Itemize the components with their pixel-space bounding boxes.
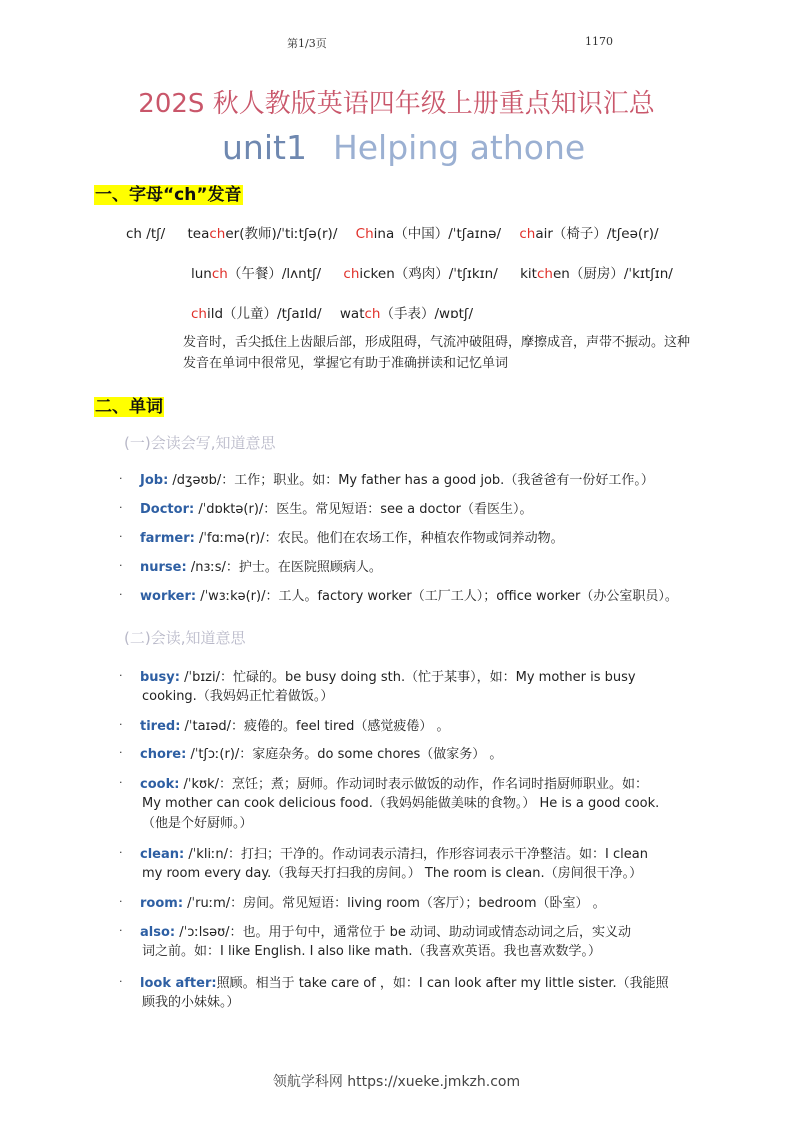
word-term: farmer: [140, 531, 195, 546]
word-term: worker: [140, 589, 197, 604]
list-bullet: . [119, 972, 123, 985]
phonics-line-1: ch /tʃ/ teacher(教师)/ˈtiːtʃə(r)/ China（中国）/ˈtʃaɪnə/ chair（椅子）/tʃeə(r)/ [126, 226, 659, 242]
page-indicator: 第1/3页 [287, 37, 327, 50]
word-definition: /ˈruːm/：房间。常见短语：living room（客厅）；bedroom（卧室） 。 [183, 896, 606, 911]
word-definition: /dʒəʊb/：工作；职业。如：My father has a good job.（我爸爸有一份好工作。） [168, 473, 654, 488]
word-term: chore: [140, 747, 187, 762]
word-term: look after: [140, 976, 217, 991]
page-number: 1170 [585, 35, 613, 48]
word-definition: /ˈdɒktə(r)/：医生。常见短语：see a doctor（看医生）。 [194, 502, 533, 517]
list-bullet: . [119, 469, 123, 482]
word-term: tired: [140, 719, 181, 734]
list-item [140, 587, 678, 607]
list-item [140, 923, 631, 943]
list-item [140, 558, 382, 578]
section-heading-pronunciation: 一、字母“ch”发音 [95, 185, 242, 205]
list-item [140, 500, 533, 520]
pronunciation-description: 发音时，舌尖抵住上齿龈后部，形成阻碍，气流冲破阻碍，摩擦成音，声带不振动。这种发音在单词中很常见，掌握它有助于准确拼读和记忆单词 [183, 335, 691, 371]
word-term: cook: [140, 777, 180, 792]
word-definition-continued: 词之前。如：I like English. I also like math.（我喜欢英语。我也喜欢数学。） [142, 944, 602, 959]
word-term: busy: [140, 670, 180, 685]
word-definition: /ˈfɑːmə(r)/：农民。他们在农场工作，种植农作物或饲养动物。 [194, 531, 564, 546]
unit-label: unit1 [222, 128, 307, 167]
phonics-line-3: child（儿童）/tʃaɪld/ watch（手表）/wɒtʃ/ [191, 306, 474, 322]
word-definition-continued: cooking.（我妈妈正忙着做饭。） [142, 689, 334, 704]
phonics-line-2: lunch（午餐）/lʌntʃ/ chicken（鸡肉）/ˈtʃɪkɪn/ kitchen（厨房）/ˈkɪtʃɪn/ [191, 266, 673, 282]
document-title: 202S 秋人教版英语四年级上册重点知识汇总 [138, 89, 655, 119]
word-definition: /ˈtʃɔː(r)/：家庭杂务。do some chores（做家务） 。 [186, 747, 503, 762]
list-bullet: . [119, 556, 123, 569]
subsection-read-know: (二)会读,知道意思 [124, 629, 246, 647]
word-term: also: [140, 925, 176, 940]
word-term: nurse: [140, 560, 187, 575]
list-item [140, 974, 669, 994]
word-definition-continued: my room every day.（我每天打扫我的房间。） The room is clean.（房间很干净。） [142, 866, 643, 881]
list-item [140, 745, 502, 765]
unit-topic: Helping athone [332, 128, 586, 167]
list-bullet: . [119, 715, 123, 728]
word-definition: /ˈwɜːkə(r)/：工人。factory worker（工厂工人）；office worker（办公室职员）。 [196, 589, 678, 604]
word-term: clean: [140, 847, 185, 862]
list-bullet: . [119, 843, 123, 856]
list-item [140, 529, 564, 549]
list-item [140, 717, 449, 737]
list-item [140, 845, 648, 865]
word-definition: /ˈkʊk/：烹饪；煮；厨师。作动词时表示做饭的动作，作名词时指厨师职业。如： [179, 777, 648, 792]
word-definition: /ˈtaɪəd/：疲倦的。feel tired（感觉疲倦） 。 [180, 719, 450, 734]
subsection-read-write: (一)会读会写,知道意思 [124, 434, 276, 452]
list-bullet: . [119, 921, 123, 934]
word-definition: 照顾。相当于 take care of ，如：I can look after my little sister.（我能照 [216, 976, 669, 991]
list-item [140, 471, 654, 491]
list-bullet: . [119, 743, 123, 756]
word-definition: /ˈbɪzi/：忙碌的。be busy doing sth.（忙于某事），如：My mother is busy [179, 670, 636, 685]
list-bullet: . [119, 666, 123, 679]
list-item [140, 775, 648, 795]
unit-subtitle [222, 128, 585, 167]
section-heading-words: 二、单词 [95, 397, 163, 417]
word-definition: /ˈɔːlsəʊ/：也。用于句中，通常位于 be 动词、助动词或情态动词之后，实义动 [175, 925, 632, 940]
list-bullet: . [119, 773, 123, 786]
list-item [140, 894, 606, 914]
word-definition-continued: My mother can cook delicious food.（我妈妈能做美味的食物。） He is a good cook. [142, 796, 660, 811]
list-item [140, 668, 636, 688]
list-bullet: . [119, 527, 123, 540]
list-bullet: . [119, 892, 123, 905]
footer-source: 领航学科网 https://xueke.jmkzh.com [272, 1074, 521, 1090]
list-bullet: . [119, 498, 123, 511]
word-definition-continued: （他是个好厨师。） [142, 816, 253, 831]
word-term: Doctor: [140, 502, 195, 517]
list-bullet: . [119, 585, 123, 598]
word-definition: /nɜːs/：护士。在医院照顾病人。 [186, 560, 382, 575]
word-definition: /ˈkliːn/：打扫；干净的。作动词表示清扫，作形容词表示干净整洁。如：I clean [184, 847, 648, 862]
word-term: Job: [140, 473, 169, 488]
word-term: room: [140, 896, 184, 911]
word-definition-continued: 顾我的小妹妹。） [142, 995, 240, 1010]
